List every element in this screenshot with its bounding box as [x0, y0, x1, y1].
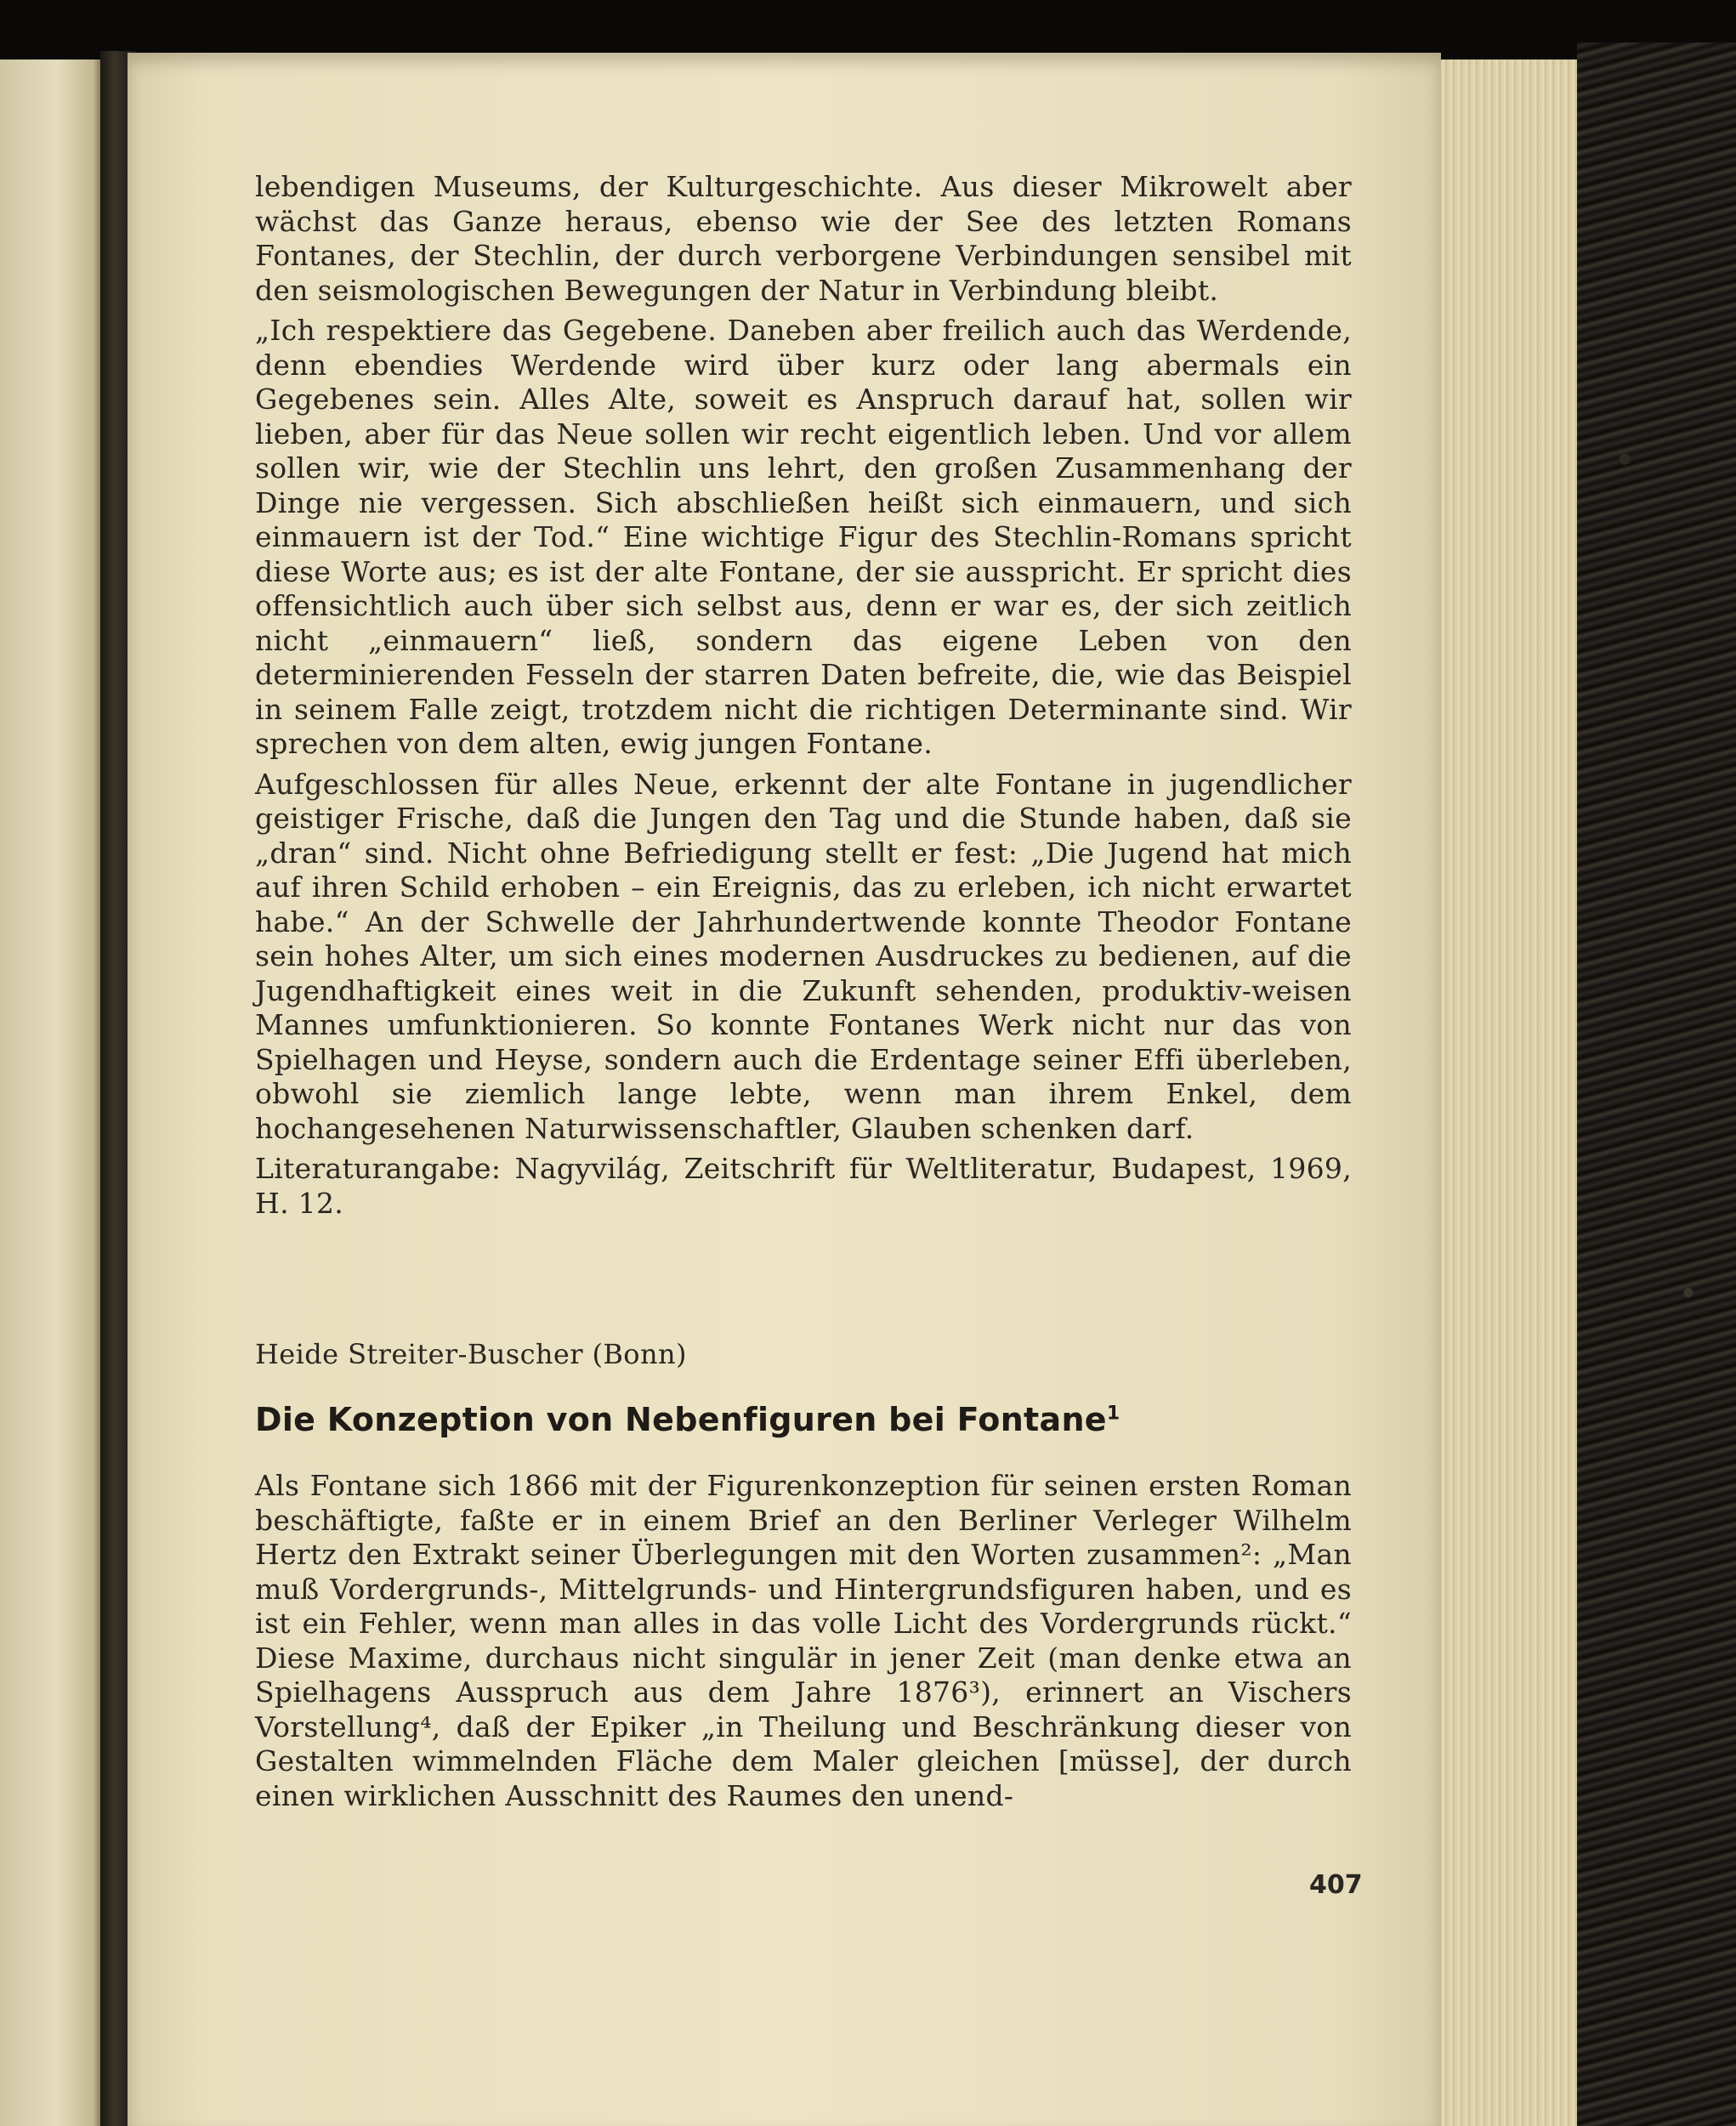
title-footnote-marker: 1: [1106, 1403, 1120, 1425]
paragraph-1: lebendigen Museums, der Kulturgeschichte. Aus dieser Mikrowelt aber wächst das Ganze heraus, ebenso wie der See des letzten Romans Fontanes, der Stechlin, der durch verborgene Verbindungen sensibel mit den seismologischen Bewegungen der Natur in Verbindung bleibt.: [255, 170, 1352, 307]
book-cover: [1577, 43, 1736, 2126]
article-title-text: Die Konzeption von Nebenfiguren bei Fontane: [255, 1401, 1107, 1438]
article-author: Heide Streiter-Buscher (Bonn): [255, 1338, 687, 1370]
page-stack-edge: [1441, 60, 1577, 2126]
article-body-paragraph: Als Fontane sich 1866 mit der Figurenkonzeption für seinen ersten Roman beschäftigte, faßte er in einem Brief an den Berliner Verleger Wilhelm Hertz den Extrakt seiner Überlegungen mit den Worten zusammen²: „Man muß Vordergrunds-, Mittelgrunds- und Hintergrundsfiguren haben, und es ist ein Fehler, wenn man alles in das volle Licht des Vordergrunds rückt.“ Diese Maxime, durchaus nicht singulär in jener Zeit (man denke etwa an Spielhagens Ausspruch aus dem Jahre 1876³), erinnert an Vischers Vorstellung⁴, daß der Epiker „in Theilung und Beschränkung dieser von Gestalten wimmelnden Fläche dem Maler gleichen [müsse], der durch einen wirklichen Ausschnitt des Raumes den unend-: [255, 1469, 1352, 1812]
paragraph-2: „Ich respektiere das Gegebene. Daneben aber freilich auch das Werdende, denn ebendies Werdende wird über kurz oder lang abermals ein Gegebenes sein. Alles Alte, soweit es Anspruch darauf hat, sollen wir lieben, aber für das Neue sollen wir recht eigentlich leben. Und vor allem sollen wir, wie der Stechlin uns lehrt, den großen Zusammenhang der Dinge nie vergessen. Sich abschließen heißt sich einmauern, und sich einmauern ist der Tod.“ Eine wichtige Figur des Stechlin-Romans spricht diese Worte aus; es ist der alte Fontane, der sie ausspricht. Er spricht dies offensichtlich auch über sich selbst aus, denn er war es, der sich zeitlich nicht „einmauern“ ließ, sondern das eigene Leben von den determinierenden Fesseln der starren Daten befreite, die, wie das Beispiel in seinem Falle zeigt, trotzdem nicht die richtigen Determinante sind. Wir sprechen von dem alten, ewig jungen Fontane.: [255, 314, 1352, 760]
page-number: 407: [1309, 1870, 1363, 1900]
literature-reference: Literaturangabe: Nagyvilág, Zeitschrift für Weltliteratur, Budapest, 1969, H. 12.: [255, 1152, 1352, 1220]
paragraph-3: Aufgeschlossen für alles Neue, erkennt der alte Fontane in jugendlicher geistiger Frische, daß die Jungen den Tag und die Stunde haben, daß sie „dran“ sind. Nicht ohne Befriedigung stellt er fest: „Die Jugend hat mich auf ihren Schild erhoben – ein Ereignis, das zu erleben, ich nicht erwartet habe.“ An der Schwelle der Jahrhundertwende konnte Theodor Fontane sein hohes Alter, um sich eines modernen Ausdruckes zu bedienen, auf die Jugendhaftigkeit eines weit in die Zukunft sehenden, produktiv-weisen Mannes umfunktionieren. So konnte Fontanes Werk nicht nur das von Spielhagen und Heyse, sondern auch die Erdentage seiner Effi überleben, obwohl sie ziemlich lange lebte, wenn man ihrem Enkel, dem hochangesehenen Naturwissenschaftler, Glauben schenken darf.: [255, 767, 1352, 1145]
page-text-block: [255, 170, 1352, 1819]
article-title: [255, 1401, 1352, 1438]
facing-page-edge: [0, 60, 104, 2126]
